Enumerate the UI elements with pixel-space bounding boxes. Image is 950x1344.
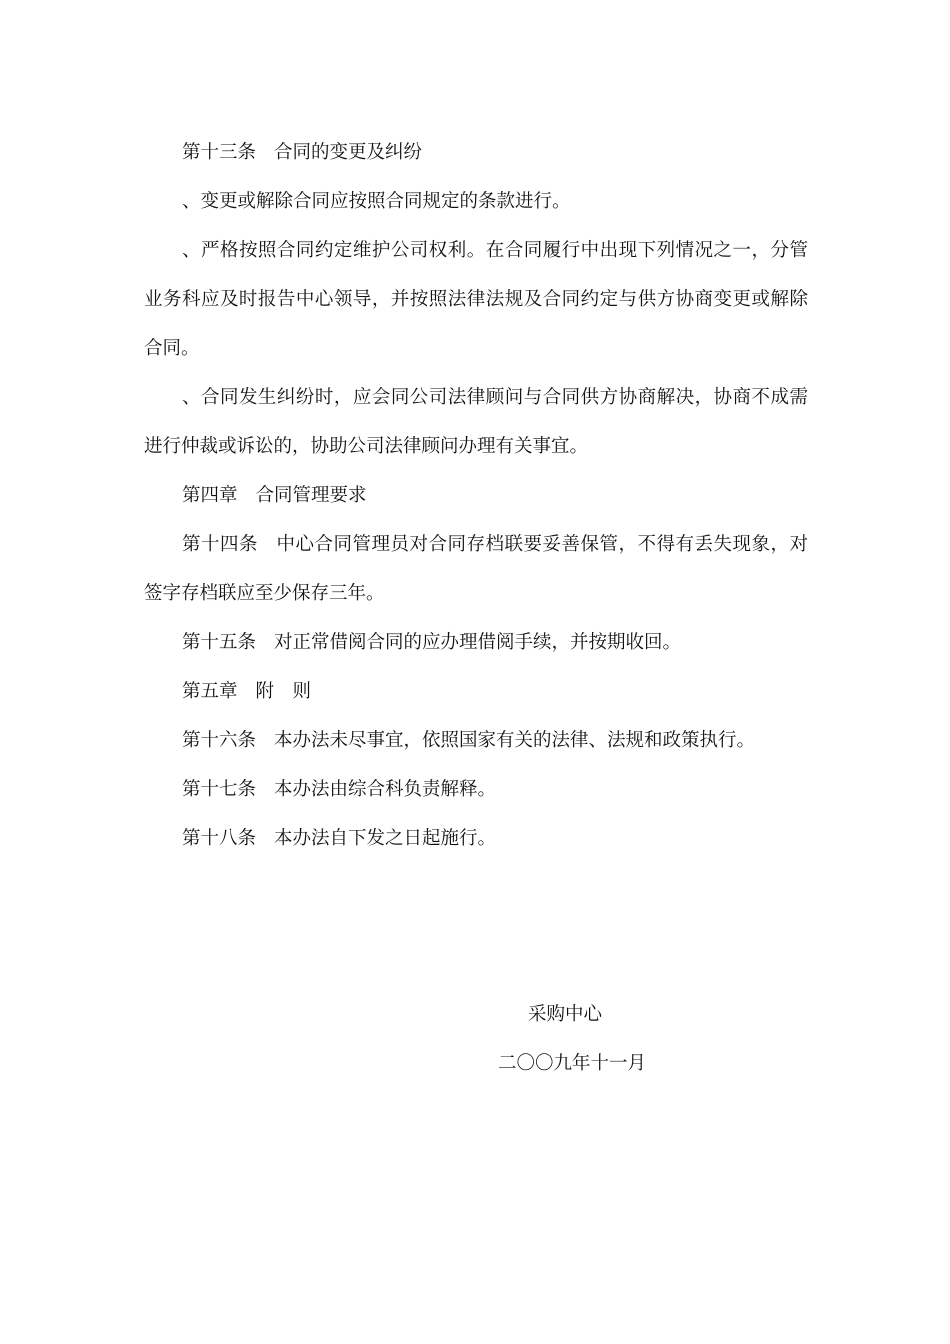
article-text: 对正常借阅合同的应办理借阅手续，并按期收回。 [274,632,682,653]
clause-paragraph [144,226,808,373]
article-text: 本办法自下发之日起施行。 [274,828,497,849]
article-label: 第十三条 [182,142,257,163]
article-14 [144,520,808,618]
article-16 [144,716,808,765]
article-18 [144,814,808,863]
article-label: 第十七条 [182,779,257,800]
clause-text: 、变更或解除合同应按照合同规定的条款进行。 [182,191,571,212]
issuing-organization: 采购中心 [528,1004,603,1025]
article-text: 中心合同管理员对合同存档联要妥善保管，不得有丢失现象，对签字存档联应至少保存三年。 [144,534,808,604]
chapter-5-heading [144,667,808,716]
article-text: 本办法由综合科负责解释。 [274,779,497,800]
article-text: 合同的变更及纠纷 [274,142,423,163]
clause-paragraph [144,373,808,471]
document-body [144,128,808,863]
chapter-title: 合同管理要求 [255,485,367,506]
clause-text: 、合同发生纠纷时，应会同公司法律顾问与合同供方协商解决，协商不成需进行仲裁或诉讼的，协助公司法律顾问办理有关事宜。 [144,387,808,457]
article-13-heading [144,128,808,177]
article-label: 第十六条 [182,730,257,751]
article-label: 第十四条 [182,534,258,555]
chapter-4-heading [144,471,808,520]
chapter-title: 附 则 [255,681,312,702]
article-17 [144,765,808,814]
article-text: 本办法未尽事宜，依照国家有关的法律、法规和政策执行。 [274,730,756,751]
clause-text: 、严格按照合同约定维护公司权利。在合同履行中出现下列情况之一，分管业务科应及时报告中心领导，并按照法律法规及合同约定与供方协商变更或解除合同。 [144,240,808,359]
chapter-label: 第五章 [182,681,238,702]
clause-paragraph [144,177,808,226]
issue-date: 二〇〇九年十一月 [498,1053,647,1074]
article-label: 第十八条 [182,828,257,849]
article-label: 第十五条 [182,632,257,653]
chapter-label: 第四章 [182,485,238,506]
article-15 [144,618,808,667]
